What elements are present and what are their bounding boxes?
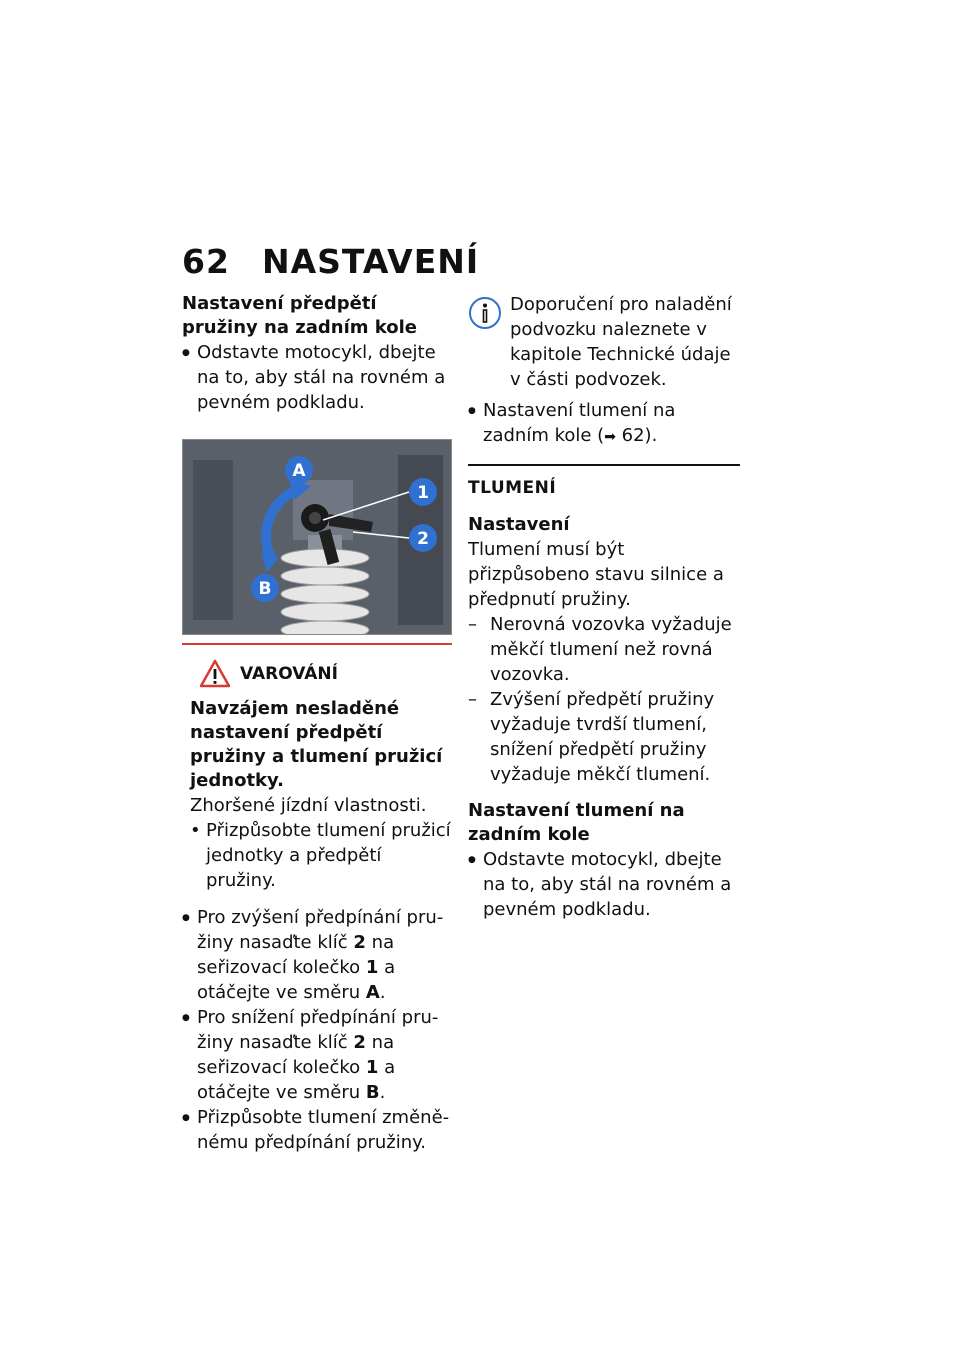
warning-box	[182, 645, 452, 893]
shock-absorber-illustration	[183, 440, 451, 634]
section-rule	[468, 464, 740, 466]
list-item: – Nerovná vozovka vyžaduje měkčí tlumení než rovná vozovka.	[468, 614, 732, 685]
subheading-settings: Nastavení	[468, 514, 570, 535]
label-1: 1	[417, 483, 429, 503]
list-item: ● Pro zvýšení předpínání pružiny nasaďte klíč 2 na seřizovací kolečko 1 a otáčejte ve směru A.	[182, 905, 452, 1005]
warning-text: Zhoršené jízdní vlastnosti.	[190, 795, 427, 816]
chapter-title: NASTAVENÍ	[262, 242, 480, 281]
label-2: 2	[417, 529, 429, 549]
warning-title: VAROVÁNÍ	[240, 663, 338, 684]
shock-absorber-figure	[182, 439, 452, 635]
list-item: ● Přizpůsobte tlumení změněnému předpínání pružiny.	[182, 1105, 452, 1155]
list-item: – Zvýšení předpětí pružiny vyžaduje tvrdší tlumení, snížení předpětí pružiny vyžaduje měkčí tlumení.	[468, 689, 715, 785]
info-text: Doporučení pro naladění podvozku naleznete v kapitole Technické údaje v části podvozek.	[510, 294, 732, 390]
list-item: ● Odstavte motocykl, dbejte na to, aby stál na rovném a pevném podkladu.	[468, 847, 740, 922]
list-item: ● Nastavení tlumení na zadním kole (➡ 62).	[468, 398, 740, 450]
right-column	[468, 292, 740, 922]
subheading-preload: Nastavení předpětí pružiny na zadním kole	[182, 293, 418, 338]
list-item: • Přizpůsobte tlumení pružicí jednotky a předpětí pružiny.	[190, 820, 451, 891]
warning-bold: Navzájem nesladěné nastavení předpětí pružiny a tlumení pružicí jednotky.	[190, 698, 443, 791]
info-note	[468, 292, 740, 392]
list-item: ● Pro snížení předpínání pružiny nasaďte klíč 2 na seřizovací kolečko 1 a otáčejte ve směru B.	[182, 1005, 452, 1105]
subheading-damping-rear: Nastavení tlumení na zadním kole	[468, 800, 685, 845]
page-number: 62	[182, 242, 230, 281]
info-icon	[468, 296, 502, 330]
page-ref-arrow-icon: ➡	[604, 429, 616, 445]
left-column	[182, 292, 452, 1155]
list-item: ● Odstavte motocykl, dbejte na to, aby stál na rovném a pevném podkladu.	[182, 340, 452, 415]
label-b: B	[258, 579, 272, 599]
page-header	[182, 242, 479, 281]
damping-paragraph: Tlumení musí být přizpůsobeno stavu silnice a předpnutí pružiny.	[468, 539, 724, 610]
warning-triangle-icon	[200, 659, 230, 689]
label-a: A	[292, 461, 306, 481]
section-title: TLUMENÍ	[468, 478, 557, 498]
